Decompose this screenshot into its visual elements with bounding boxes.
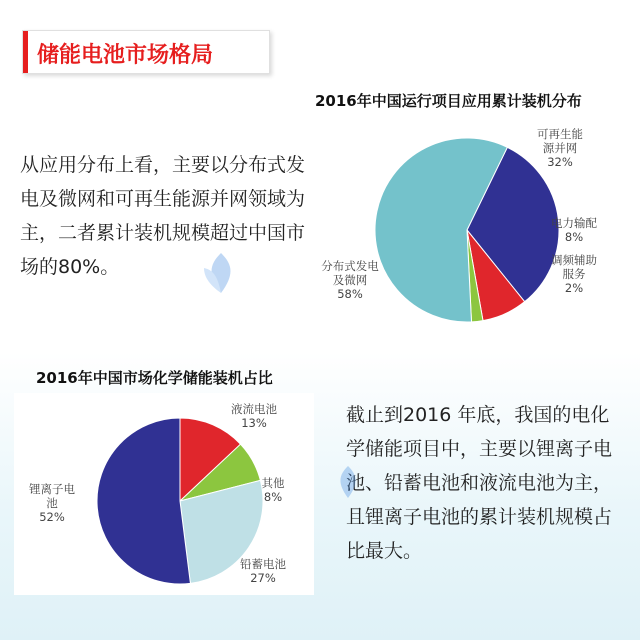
chart2-slice-3 — [97, 418, 190, 584]
title-accent-bar — [23, 31, 28, 73]
chart2-panel — [14, 393, 314, 595]
page-title: 储能电池市场格局 — [37, 42, 214, 68]
chart1-label-0: 可再生能源并网 32% — [537, 127, 583, 169]
chart2-pie — [14, 393, 314, 595]
chart1-label-3: 分布式发电及微网 58% — [321, 259, 379, 301]
chart1-label-2: 调频辅助服务 2% — [551, 253, 597, 295]
chart1-panel — [312, 118, 628, 330]
conclusion-paragraph: 截止到2016 年底，我国的电化学储能项目中，主要以锂离子电池、铅蓄电池和液流电池为主，且锂离子电池的累计装机规模占比最大。 — [346, 404, 613, 562]
chart2-label-3: 锂离子电池 52% — [29, 482, 75, 524]
chart2-label-1: 其他 8% — [261, 476, 285, 504]
chart2-title: 2016年中国市场化学储能装机占比 — [36, 369, 273, 387]
watermark-logo-icon-2 — [328, 462, 368, 502]
chart2-label-0: 液流电池 13% — [231, 402, 277, 430]
chart2-label-2: 铅蓄电池 27% — [240, 557, 286, 585]
chart1-label-1: 电力输配 8% — [551, 216, 597, 244]
chart1-title: 2016年中国运行项目应用累计装机分布 — [315, 92, 582, 110]
chart1-pie — [312, 118, 628, 330]
intro-paragraph: 从应用分布上看，主要以分布式发电及微网和可再生能源并网领域为主，二者累计装机规模超过中国市场的80%。 — [20, 154, 306, 278]
section-title-banner — [22, 30, 270, 74]
watermark-logo-icon — [196, 248, 246, 298]
